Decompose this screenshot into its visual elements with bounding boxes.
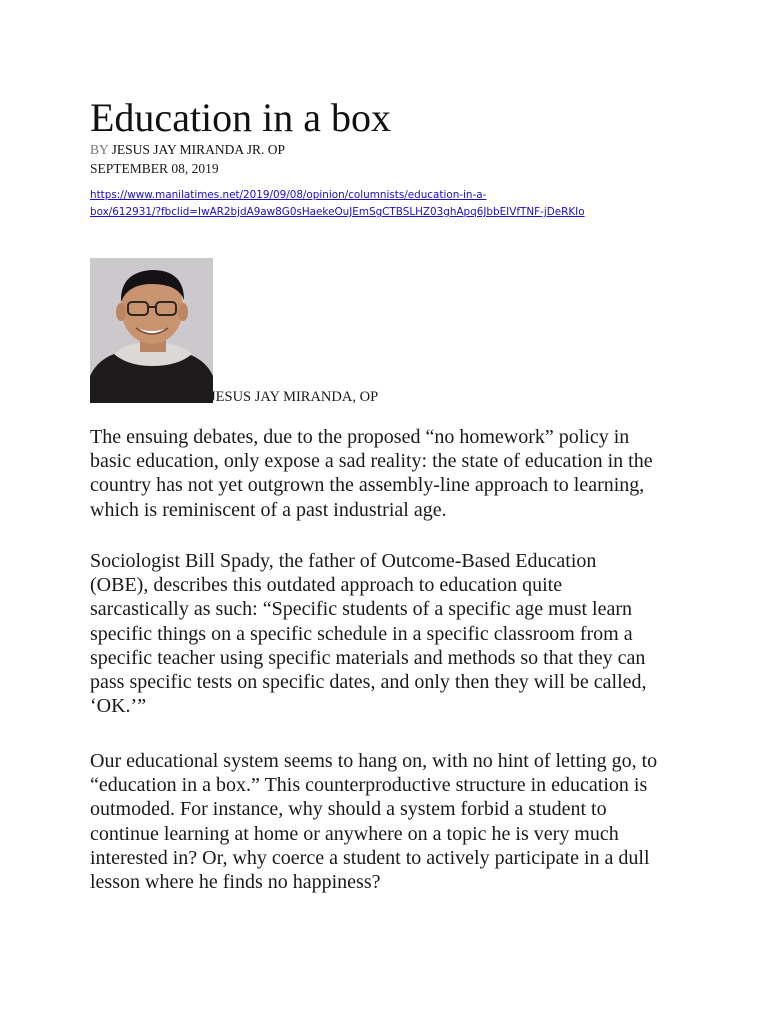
- source-link-line[interactable]: https://www.manilatimes.net/2019/09/08/opinion/columnists/education-in-a-: [90, 189, 487, 201]
- source-link[interactable]: [90, 187, 650, 221]
- paragraph: [90, 549, 690, 718]
- paragraph-line: ‘OK.’”: [90, 695, 147, 718]
- paragraph-line: basic education, only expose a sad reality: the state of education in the: [90, 450, 653, 473]
- paragraph-line: “education in a box.” This counterproductive structure in education is: [90, 774, 648, 797]
- paragraph-line: country has not yet outgrown the assembly-line approach to learning,: [90, 474, 645, 497]
- byline-prefix: BY: [90, 142, 112, 157]
- paragraph-line: which is reminiscent of a past industrial age.: [90, 498, 447, 521]
- paragraph-line: (OBE), describes this outdated approach to education quite: [90, 574, 563, 597]
- paragraph: [90, 425, 690, 522]
- paragraph-line: lesson where he finds no happiness?: [90, 871, 381, 894]
- paragraph-line: The ensuing debates, due to the proposed “no homework” policy in: [90, 426, 630, 448]
- paragraph-line: interested in? Or, why coerce a student to actively participate in a dull: [90, 846, 650, 869]
- photo-caption: JESUS JAY MIRANDA, OP: [210, 389, 379, 405]
- paragraph-line: sarcastically as such: “Specific students of a specific age must learn: [90, 598, 633, 621]
- author-name: JESUS JAY MIRANDA JR. OP: [111, 142, 286, 157]
- article-title: Education in a box: [90, 95, 392, 140]
- paragraph-line: specific teacher using specific materials and methods so that they can: [90, 646, 646, 669]
- paragraph-line: specific things on a specific schedule in a specific classroom from a: [90, 622, 633, 645]
- paragraph-line: pass specific tests on specific dates, and only then they will be called,: [90, 671, 647, 694]
- paragraph-line: continue learning at home or anywhere on a topic he is very much: [90, 822, 619, 845]
- paragraph-line: Our educational system seems to hang on, with no hint of letting go, to: [90, 750, 658, 772]
- source-link-line[interactable]: box/612931/?fbclid=IwAR2bjdA9aw8G0sHaekeOuJEmSgCTBSLHZ03ghApq6JbbEIVfTNF-jDeRKIo: [90, 206, 585, 218]
- publish-date: SEPTEMBER 08, 2019: [90, 161, 219, 176]
- paragraph-line: Sociologist Bill Spady, the father of Outcome-Based Education: [90, 550, 597, 572]
- author-photo: [90, 258, 213, 403]
- byline: [90, 141, 285, 158]
- paragraph-line: outmoded. For instance, why should a system forbid a student to: [90, 798, 607, 821]
- paragraph: [90, 749, 690, 894]
